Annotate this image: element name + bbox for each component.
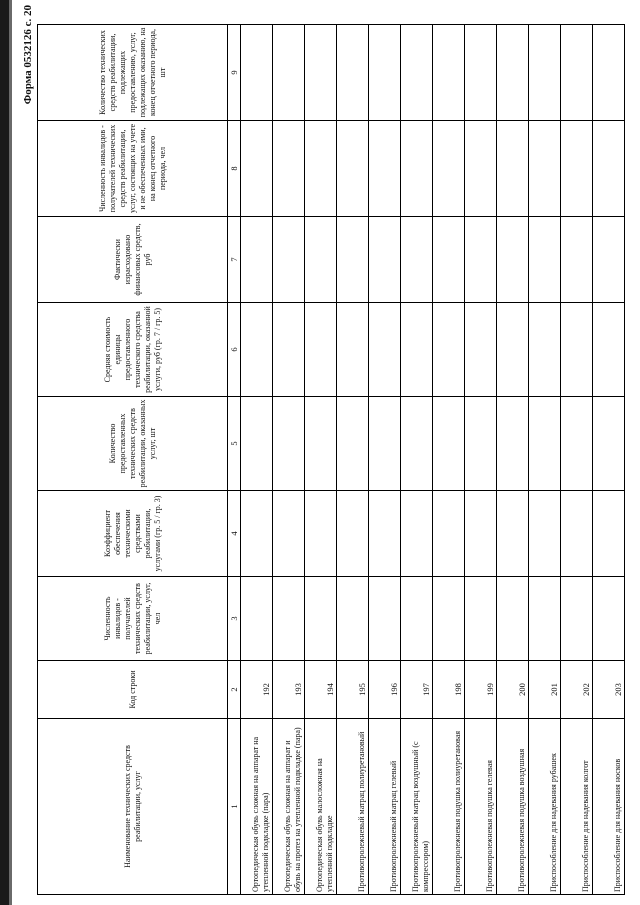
data-cell[interactable] xyxy=(273,577,305,661)
data-cell[interactable] xyxy=(593,491,625,577)
data-cell[interactable] xyxy=(241,397,273,491)
data-cell[interactable] xyxy=(241,491,273,577)
data-cell[interactable] xyxy=(529,121,561,217)
data-cell[interactable] xyxy=(433,491,465,577)
column-number: 8 xyxy=(228,121,241,217)
data-cell[interactable] xyxy=(561,491,593,577)
header-avg-cost: Средняя стоимость единицы предоставленного технического средства реабилитации, оказанной услуги, руб (гр. 7 / гр. 5) xyxy=(38,303,228,397)
data-cell[interactable] xyxy=(497,25,529,121)
data-cell[interactable] xyxy=(305,397,337,491)
table-row xyxy=(401,25,433,895)
table-row xyxy=(369,25,401,895)
data-cell[interactable] xyxy=(241,303,273,397)
row-code: 195 xyxy=(337,661,369,719)
data-cell[interactable] xyxy=(241,25,273,121)
column-number: 7 xyxy=(228,217,241,303)
row-code: 199 xyxy=(465,661,497,719)
form-label: Форма 0532126 с. 20 xyxy=(22,5,34,105)
data-cell[interactable] xyxy=(433,397,465,491)
data-cell[interactable] xyxy=(593,397,625,491)
data-cell[interactable] xyxy=(593,25,625,121)
row-name: Приспособление для надевания носков xyxy=(593,719,625,895)
row-code: 196 xyxy=(369,661,401,719)
row-name: Противопролежневый матрац гелевый xyxy=(369,719,401,895)
data-cell[interactable] xyxy=(401,121,433,217)
row-name: Противопролежневая подушка гелевая xyxy=(465,719,497,895)
data-cell[interactable] xyxy=(401,577,433,661)
data-cell[interactable] xyxy=(561,397,593,491)
data-cell[interactable] xyxy=(465,217,497,303)
table-row xyxy=(337,25,369,895)
row-code: 203 xyxy=(593,661,625,719)
data-cell[interactable] xyxy=(497,397,529,491)
data-cell[interactable] xyxy=(369,577,401,661)
column-number: 6 xyxy=(228,303,241,397)
column-number: 2 xyxy=(228,661,241,719)
data-cell[interactable] xyxy=(593,303,625,397)
table-row xyxy=(465,25,497,895)
data-cell[interactable] xyxy=(529,217,561,303)
data-cell[interactable] xyxy=(337,25,369,121)
table-row xyxy=(497,25,529,895)
data-cell[interactable] xyxy=(433,217,465,303)
row-name: Ортопедическая обувь сложная на аппарат на утепленной подкладке (пара) xyxy=(241,719,273,895)
row-code: 202 xyxy=(561,661,593,719)
data-cell[interactable] xyxy=(561,25,593,121)
data-cell[interactable] xyxy=(465,121,497,217)
data-cell[interactable] xyxy=(241,217,273,303)
header-unserved: Численность инвалидов - получателей технических средств реабилитации, услуг, состоящих на учете и не обеспеченных ими, на конец отчетного периода, чел xyxy=(38,121,228,217)
data-cell[interactable] xyxy=(305,491,337,577)
header-coefficient: Коэффициент обеспечения техническими средствами реабилитации, услугами (гр. 5 / гр. 3) xyxy=(38,491,228,577)
header-recipients: Численность инвалидов - получателей технических средств реабилитации, услуг, чел xyxy=(38,577,228,661)
data-cell[interactable] xyxy=(593,577,625,661)
data-cell[interactable] xyxy=(561,217,593,303)
data-cell[interactable] xyxy=(593,121,625,217)
row-name: Противопролежневый матрац полиуретановый xyxy=(337,719,369,895)
data-cell[interactable] xyxy=(369,217,401,303)
data-cell[interactable] xyxy=(273,303,305,397)
header-quantity: Количество предоставленных технических средств реабилитации, оказанных услуг, шт xyxy=(38,397,228,491)
row-code: 201 xyxy=(529,661,561,719)
data-cell[interactable] xyxy=(529,491,561,577)
data-cell[interactable] xyxy=(305,25,337,121)
data-cell[interactable] xyxy=(433,121,465,217)
data-cell[interactable] xyxy=(369,303,401,397)
data-cell[interactable] xyxy=(337,491,369,577)
row-code: 193 xyxy=(273,661,305,719)
table-row xyxy=(433,25,465,895)
column-number: 4 xyxy=(228,491,241,577)
data-cell[interactable] xyxy=(401,397,433,491)
row-name: Приспособление для надевания колгот xyxy=(561,719,593,895)
table-row xyxy=(241,25,273,895)
data-cell[interactable] xyxy=(305,577,337,661)
data-cell[interactable] xyxy=(337,577,369,661)
data-cell[interactable] xyxy=(369,121,401,217)
data-cell[interactable] xyxy=(529,25,561,121)
data-cell[interactable] xyxy=(241,577,273,661)
row-name: Противопролежневый матрац воздушный (с компрессором) xyxy=(401,719,433,895)
column-number: 1 xyxy=(228,719,241,895)
row-name: Ортопедическая обувь малосложная на утепленной подкладке xyxy=(305,719,337,895)
row-code: 200 xyxy=(497,661,529,719)
column-number: 3 xyxy=(228,577,241,661)
data-cell[interactable] xyxy=(433,577,465,661)
table-row xyxy=(273,25,305,895)
data-cell[interactable] xyxy=(305,121,337,217)
data-cell[interactable] xyxy=(529,397,561,491)
data-cell[interactable] xyxy=(337,217,369,303)
data-cell[interactable] xyxy=(497,121,529,217)
data-cell[interactable] xyxy=(497,303,529,397)
row-code: 198 xyxy=(433,661,465,719)
table-row xyxy=(561,25,593,895)
data-cell[interactable] xyxy=(529,303,561,397)
data-cell[interactable] xyxy=(273,217,305,303)
data-cell[interactable] xyxy=(369,25,401,121)
data-cell[interactable] xyxy=(401,491,433,577)
data-cell[interactable] xyxy=(497,491,529,577)
data-cell[interactable] xyxy=(401,25,433,121)
column-number: 9 xyxy=(228,25,241,121)
table-row xyxy=(305,25,337,895)
data-cell[interactable] xyxy=(305,303,337,397)
data-cell[interactable] xyxy=(433,25,465,121)
row-name: Противопролежневая подушка воздушная xyxy=(497,719,529,895)
header-pending: Количество технических средств реабилитации, подлежащих предоставлению, услуг, подлежащих оказанию, на конец отчетного периода, шт xyxy=(38,25,228,121)
row-name: Ортопедическая обувь сложная на аппарат и обувь на протез на утепленной подкладке (пара) xyxy=(273,719,305,895)
data-cell[interactable] xyxy=(561,577,593,661)
row-name: Противопролежневая подушка полиуретановая xyxy=(433,719,465,895)
data-cell[interactable] xyxy=(273,121,305,217)
data-cell[interactable] xyxy=(273,491,305,577)
header-code: Код строки xyxy=(38,661,228,719)
data-cell[interactable] xyxy=(273,25,305,121)
data-cell[interactable] xyxy=(401,303,433,397)
data-cell[interactable] xyxy=(465,25,497,121)
row-code: 194 xyxy=(305,661,337,719)
data-cell[interactable] xyxy=(433,303,465,397)
data-cell[interactable] xyxy=(273,397,305,491)
row-code: 197 xyxy=(401,661,433,719)
data-cell[interactable] xyxy=(337,397,369,491)
column-number: 5 xyxy=(228,397,241,491)
data-cell[interactable] xyxy=(337,121,369,217)
data-cell[interactable] xyxy=(497,577,529,661)
data-cell[interactable] xyxy=(561,121,593,217)
data-cell[interactable] xyxy=(465,303,497,397)
header-name: Наименование технических средств реабилитации, услуг xyxy=(38,719,228,895)
data-cell[interactable] xyxy=(529,577,561,661)
header-row xyxy=(38,25,228,895)
data-cell[interactable] xyxy=(369,397,401,491)
data-cell[interactable] xyxy=(337,303,369,397)
data-cell[interactable] xyxy=(241,121,273,217)
report-table xyxy=(37,24,625,895)
row-code: 192 xyxy=(241,661,273,719)
table-row xyxy=(529,25,561,895)
data-cell[interactable] xyxy=(305,217,337,303)
header-spent: Фактически израсходовано финансовых средств, руб xyxy=(38,217,228,303)
row-name: Приспособление для надевания рубашек xyxy=(529,719,561,895)
data-cell[interactable] xyxy=(465,491,497,577)
data-cell[interactable] xyxy=(593,217,625,303)
column-number-row xyxy=(228,25,241,895)
table-row xyxy=(593,25,625,895)
data-cell[interactable] xyxy=(465,397,497,491)
data-cell[interactable] xyxy=(497,217,529,303)
data-cell[interactable] xyxy=(561,303,593,397)
data-cell[interactable] xyxy=(465,577,497,661)
data-cell[interactable] xyxy=(401,217,433,303)
data-cell[interactable] xyxy=(369,491,401,577)
